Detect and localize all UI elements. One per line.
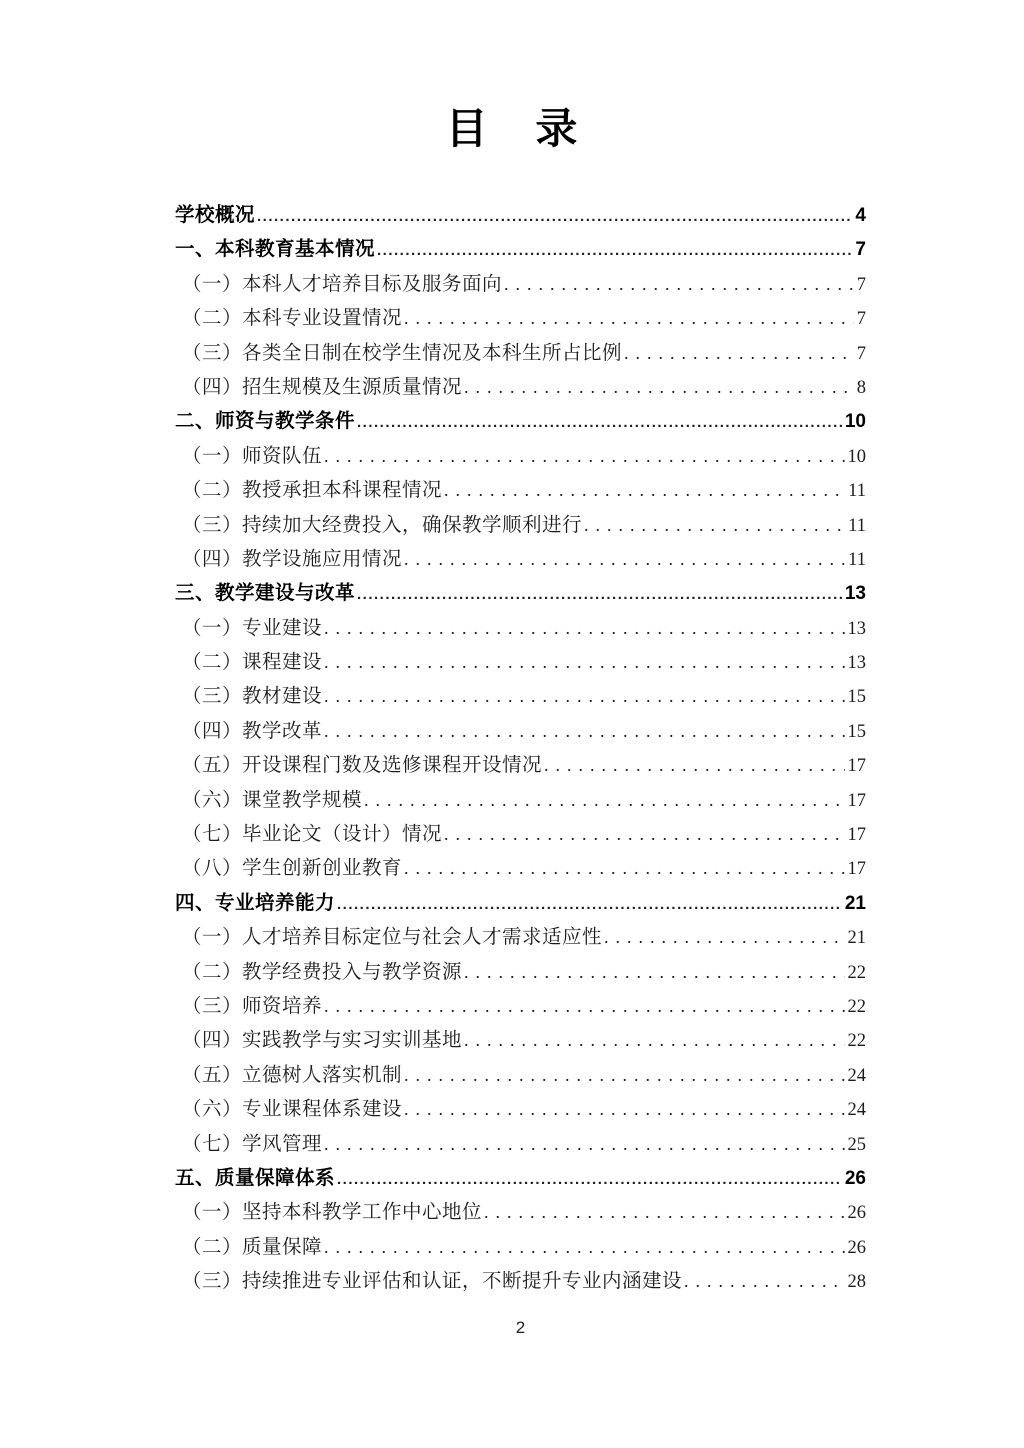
toc-entry-section[interactable] <box>175 714 866 748</box>
toc-entry-page: 11 <box>848 515 866 536</box>
toc-dot-leader <box>464 955 844 989</box>
toc-entry-label: 一、本科教育基本情况 <box>175 238 376 261</box>
toc-entry-label: （五）开设课程门数及选修课程开设情况 <box>182 755 543 777</box>
toc-entry-page: 8 <box>856 377 866 398</box>
toc-entry-label: （二）本科专业设置情况 <box>182 308 403 330</box>
toc-entry-section[interactable] <box>175 783 866 817</box>
toc-entry-label: 五、质量保障体系 <box>175 1166 336 1189</box>
toc-entry-section[interactable] <box>175 748 866 782</box>
toc-entry-page: 25 <box>847 1134 866 1155</box>
toc-entry-page: 21 <box>847 928 866 949</box>
toc-entry-page: 4 <box>855 205 866 226</box>
toc-entry-label: （三）持续加大经费投入，确保教学顺利进行 <box>182 514 583 536</box>
toc-entry-section[interactable] <box>175 1023 866 1057</box>
toc-entry-section[interactable] <box>175 817 866 851</box>
toc-entry-page: 10 <box>847 446 866 467</box>
toc-entry-label: （七）学风管理 <box>182 1133 323 1155</box>
toc-entry-section[interactable] <box>175 1195 866 1229</box>
toc-entry-page: 26 <box>847 1203 866 1224</box>
toc-dot-leader <box>324 714 844 748</box>
toc-entry-section[interactable] <box>175 301 866 335</box>
toc-dot-leader <box>324 611 844 645</box>
toc-dot-leader <box>484 1195 844 1229</box>
toc-entry-page: 7 <box>856 309 866 330</box>
footer-page-number: 2 <box>515 1318 526 1337</box>
toc-list <box>175 198 866 1299</box>
toc-entry-label: （一）师资队伍 <box>182 445 323 467</box>
toc-entry-label: （二）质量保障 <box>182 1236 323 1258</box>
toc-dot-leader <box>337 888 842 922</box>
toc-dot-leader <box>624 336 854 370</box>
toc-dot-leader <box>337 1163 842 1197</box>
toc-entry-section[interactable] <box>175 439 866 473</box>
toc-entry-section[interactable] <box>175 955 866 989</box>
toc-dot-leader <box>257 200 852 234</box>
toc-entry-page: 17 <box>847 859 866 880</box>
toc-entry-label: （八）学生创新创业教育 <box>182 858 403 880</box>
toc-entry-page: 7 <box>855 239 866 261</box>
toc-entry-label: （七）毕业论文（设计）情况 <box>182 824 443 846</box>
toc-entry-label: （三）持续推进专业评估和认证，不断提升专业内涵建设 <box>182 1271 683 1293</box>
toc-entry-page: 22 <box>847 1031 866 1052</box>
toc-dot-leader <box>404 542 845 576</box>
toc-dot-leader <box>684 1264 844 1298</box>
toc-entry-section[interactable] <box>175 645 866 679</box>
toc-dot-leader <box>357 406 842 440</box>
toc-entry-label: （五）立德树人落实机制 <box>182 1064 403 1086</box>
toc-entry-section[interactable] <box>175 542 866 576</box>
toc-entry-label: （四）招生规模及生源质量情况 <box>182 376 463 398</box>
toc-entry-section[interactable] <box>175 1264 866 1298</box>
toc-dot-leader <box>584 508 845 542</box>
toc-entry-section[interactable] <box>175 370 866 404</box>
toc-entry-label: 二、师资与教学条件 <box>175 410 356 433</box>
toc-entry-page: 26 <box>847 1237 866 1258</box>
toc-entry-page: 10 <box>844 411 866 433</box>
toc-dot-leader <box>324 645 844 679</box>
toc-dot-leader <box>544 748 844 782</box>
toc-entry-label: （二）教授承担本科课程情况 <box>182 480 443 502</box>
toc-entry-label: （一）本科人才培养目标及服务面向 <box>182 273 503 295</box>
toc-dot-leader <box>324 1230 844 1264</box>
toc-entry-page: 26 <box>844 1167 866 1189</box>
toc-dot-leader <box>324 1127 844 1161</box>
toc-entry-chapter[interactable] <box>175 198 866 232</box>
toc-entry-label: （六）课堂教学规模 <box>182 789 363 811</box>
toc-entry-section[interactable] <box>175 851 866 885</box>
toc-entry-page: 13 <box>847 618 866 639</box>
toc-dot-leader <box>324 439 844 473</box>
toc-entry-section[interactable] <box>175 920 866 954</box>
toc-entry-page: 17 <box>847 825 866 846</box>
toc-dot-leader <box>364 783 844 817</box>
toc-entry-section[interactable] <box>175 1092 866 1126</box>
toc-entry-label: 四、专业培养能力 <box>175 891 336 914</box>
toc-entry-page: 21 <box>844 892 866 914</box>
toc-dot-leader <box>504 267 854 301</box>
toc-entry-page: 7 <box>856 274 866 295</box>
toc-dot-leader <box>464 1023 844 1057</box>
toc-entry-section[interactable] <box>175 508 866 542</box>
toc-entry-label: （一）人才培养目标定位与社会人才需求适应性 <box>182 927 603 949</box>
toc-entry-label: （一）专业建设 <box>182 617 323 639</box>
toc-entry-label: （三）师资培养 <box>182 995 323 1017</box>
toc-entry-label: （六）专业课程体系建设 <box>182 1099 403 1121</box>
toc-entry-page: 17 <box>847 756 866 777</box>
toc-entry-label: （三）各类全日制在校学生情况及本科生所占比例 <box>182 342 623 364</box>
toc-entry-page: 7 <box>856 343 866 364</box>
toc-entry-section[interactable] <box>175 989 866 1023</box>
toc-entry-section[interactable] <box>175 473 866 507</box>
toc-entry-page: 28 <box>847 1272 866 1293</box>
toc-entry-chapter[interactable] <box>175 886 866 920</box>
toc-entry-label: （四）教学改革 <box>182 720 323 742</box>
toc-dot-leader <box>404 1092 844 1126</box>
toc-entry-page: 13 <box>847 653 866 674</box>
toc-entry-page: 22 <box>847 996 866 1017</box>
toc-entry-page: 22 <box>847 962 866 983</box>
toc-dot-leader <box>604 920 844 954</box>
toc-dot-leader <box>324 679 844 713</box>
page-title: 目 录 <box>445 105 579 152</box>
toc-entry-chapter[interactable] <box>175 576 866 610</box>
toc-entry-page: 11 <box>848 481 866 502</box>
toc-entry-chapter[interactable] <box>175 232 866 266</box>
toc-entry-page: 15 <box>847 687 866 708</box>
toc-entry-label: （一）坚持本科教学工作中心地位 <box>182 1202 483 1224</box>
toc-dot-leader <box>377 234 852 268</box>
toc-entry-section[interactable] <box>175 336 866 370</box>
toc-dot-leader <box>357 578 842 612</box>
toc-entry-label: 三、教学建设与改革 <box>175 582 356 605</box>
toc-dot-leader <box>444 473 845 507</box>
toc-entry-label: （二）课程建设 <box>182 652 323 674</box>
toc-dot-leader <box>444 817 844 851</box>
toc-dot-leader <box>404 851 844 885</box>
toc-dot-leader <box>464 370 854 404</box>
toc-entry-section[interactable] <box>175 1058 866 1092</box>
toc-entry-label: （四）实践教学与实习实训基地 <box>182 1030 463 1052</box>
toc-entry-section[interactable] <box>175 1127 866 1161</box>
toc-entry-section[interactable] <box>175 267 866 301</box>
toc-entry-section[interactable] <box>175 611 866 645</box>
toc-entry-chapter[interactable] <box>175 1161 866 1195</box>
toc-entry-label: （四）教学设施应用情况 <box>182 548 403 570</box>
toc-dot-leader <box>324 989 844 1023</box>
toc-entry-label: 学校概况 <box>175 204 256 226</box>
toc-dot-leader <box>404 301 854 335</box>
toc-entry-section[interactable] <box>175 1230 866 1264</box>
toc-entry-page: 11 <box>848 549 866 570</box>
toc-entry-chapter[interactable] <box>175 404 866 438</box>
toc-entry-page: 24 <box>847 1065 866 1086</box>
toc-entry-label: （二）教学经费投入与教学资源 <box>182 961 463 983</box>
toc-entry-page: 13 <box>844 583 866 605</box>
toc-entry-page: 15 <box>847 721 866 742</box>
toc-entry-page: 17 <box>847 790 866 811</box>
toc-entry-section[interactable] <box>175 679 866 713</box>
toc-dot-leader <box>404 1058 844 1092</box>
toc-entry-page: 24 <box>847 1100 866 1121</box>
toc-entry-label: （三）教材建设 <box>182 686 323 708</box>
